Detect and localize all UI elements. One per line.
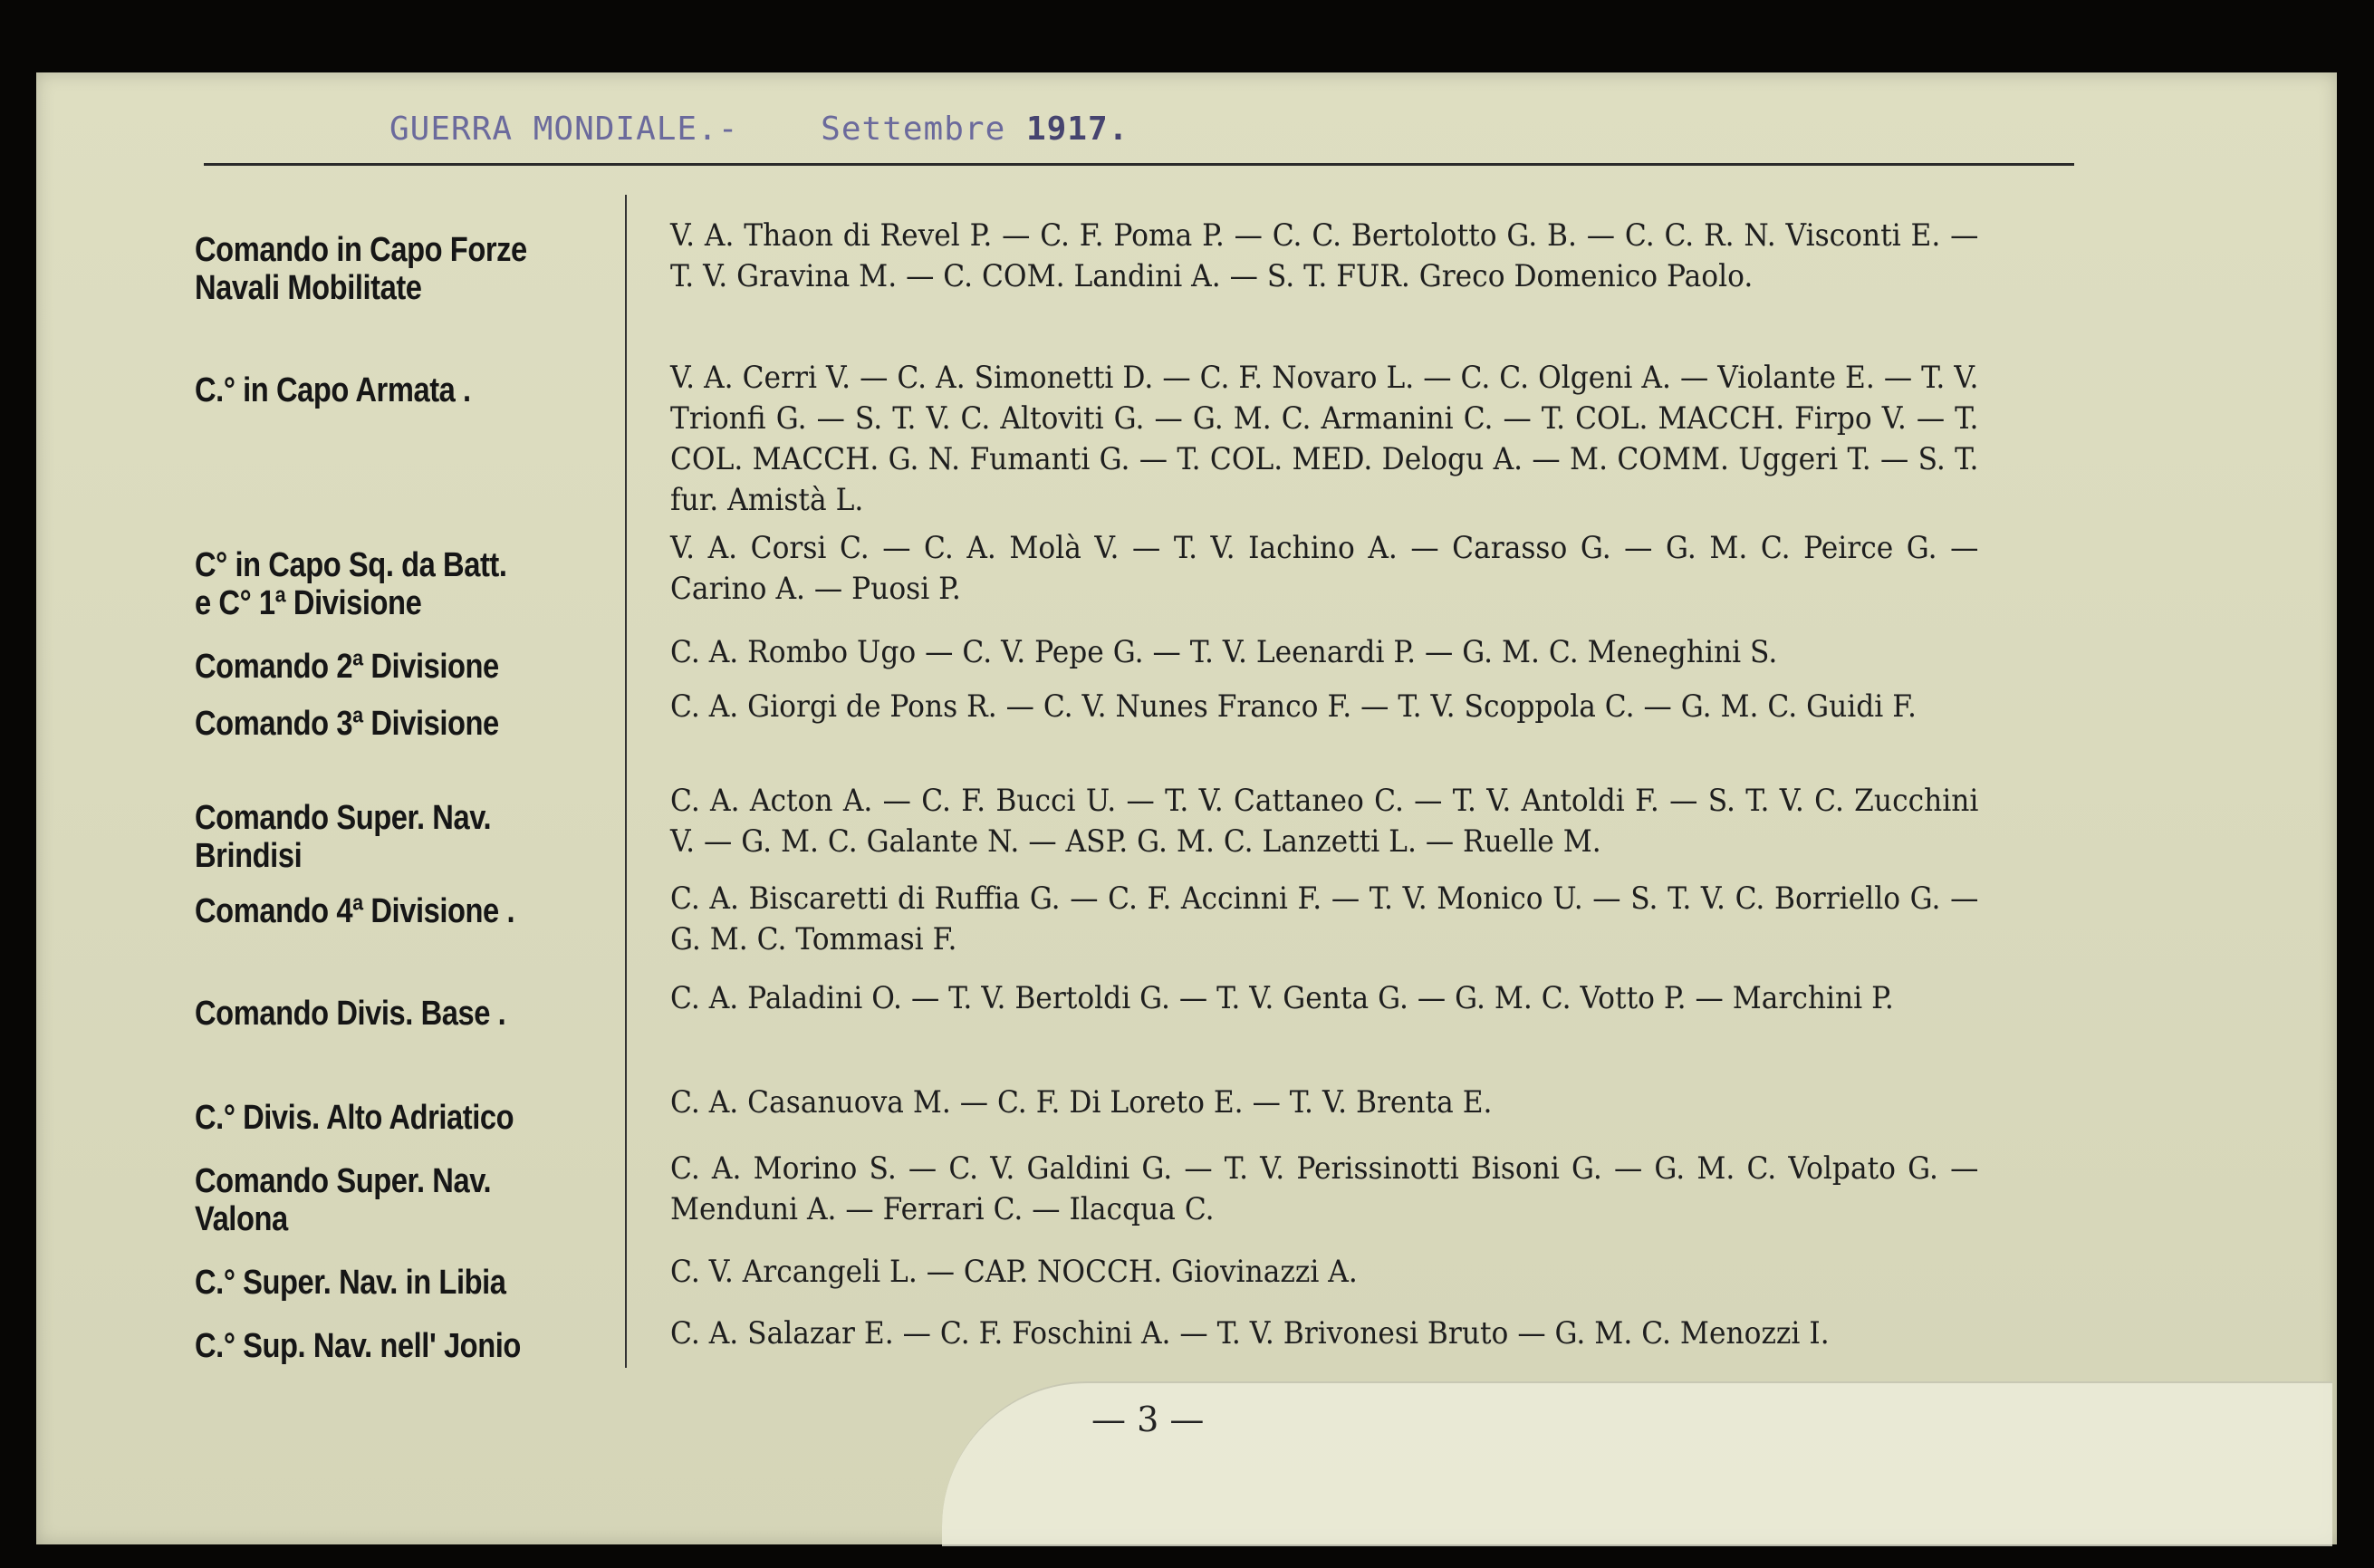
command-entry: V. A. Thaon di Revel P. — C. F. Poma P. — C. C. Bertolotto G. B. — C. C. R. N. Visconti E. — T. V. Gravina M. — C. COM. Landini A. — S. T. FUR. Greco Domenico Paolo. <box>670 217 1979 294</box>
command-label: Comando 2ª Divisione <box>195 648 499 686</box>
command-entry: C. A. Salazar E. — C. F. Foschini A. — T. V. Brivonesi Bruto — G. M. C. Menozzi I. <box>670 1315 1830 1352</box>
command-label: Comando Super. Nav. Brindisi <box>195 799 492 875</box>
command-entry: V. A. Cerri V. — C. A. Simonetti D. — C. F. Novaro L. — C. C. Olgeni A. — Violante E. — T. V. Trionfi G. — S. T. V. C. Altoviti G. — G. M. C. Armanini C. — T. COL. MACCH. Firpo V. — T. COL. MACCH. G. N. Fumanti G. — T. COL. MED. Delogu A. — M. COMM. Uggeri T. — S. T. fur. Amistà L. <box>670 360 1979 518</box>
command-label: Comando Super. Nav. Valona <box>195 1162 492 1238</box>
command-label: C° in Capo Sq. da Batt. e C° 1ª Divisione <box>195 546 507 622</box>
command-label: C.° Super. Nav. in Libia <box>195 1264 506 1302</box>
command-label: C.° Sup. Nav. nell' Jonio <box>195 1327 521 1365</box>
command-entry: V. A. Corsi C. — C. A. Molà V. — T. V. Iachino A. — Carasso G. — G. M. C. Peirce G. — Carino A. — Puosi P. <box>670 530 1979 607</box>
command-entry: C. A. Paladini O. — T. V. Bertoldi G. — T. V. Genta G. — G. M. C. Votto P. — Marchini P. <box>670 980 1894 1016</box>
header-title: GUERRA MONDIALE.- <box>389 111 739 148</box>
command-label: Comando 3ª Divisione <box>195 705 499 743</box>
command-entry: C. A. Giorgi de Pons R. — C. V. Nunes Franco F. — T. V. Scoppola C. — G. M. C. Guidi F. <box>670 688 1917 725</box>
command-entry: C. A. Acton A. — C. F. Bucci U. — T. V. Cattaneo C. — T. V. Antoldi F. — S. T. V. C. Zucchini V. — G. M. C. Galante N. — ASP. G. M. C. Lanzetti L. — Ruelle M. <box>670 783 1979 860</box>
command-entry: C. A. Casanuova M. — C. F. Di Loreto E. — T. V. Brenta E. <box>670 1084 1493 1121</box>
command-entry: C. A. Rombo Ugo — C. V. Pepe G. — T. V. Leenardi P. — G. M. C. Meneghini S. <box>670 634 1778 670</box>
page-header <box>389 111 1129 148</box>
command-label: C.° in Capo Armata . <box>195 371 471 409</box>
header-month: Settembre <box>821 111 1006 148</box>
command-entry: C. A. Biscaretti di Ruffia G. — C. F. Accinni F. — T. V. Monico U. — S. T. V. C. Borriello G. — G. M. C. Tommasi F. <box>670 880 1979 957</box>
command-label: Comando in Capo Forze Navali Mobilitate <box>195 231 527 307</box>
column-divider <box>625 195 627 1368</box>
command-entry: C. V. Arcangeli L. — CAP. NOCCH. Giovinazzi A. <box>670 1254 1358 1290</box>
page-number: — 3 — <box>1091 1400 1205 1439</box>
command-label: Comando 4ª Divisione . <box>195 892 515 930</box>
header-divider <box>204 163 2074 166</box>
header-year: 1917. <box>1025 111 1129 148</box>
command-entry: C. A. Morino S. — C. V. Galdini G. — T. V. Perissinotti Bisoni G. — G. M. C. Volpato G. — Menduni A. — Ferrari C. — Ilacqua C. <box>670 1150 1979 1227</box>
command-label: C.° Divis. Alto Adriatico <box>195 1099 514 1137</box>
command-label: Comando Divis. Base . <box>195 995 506 1033</box>
